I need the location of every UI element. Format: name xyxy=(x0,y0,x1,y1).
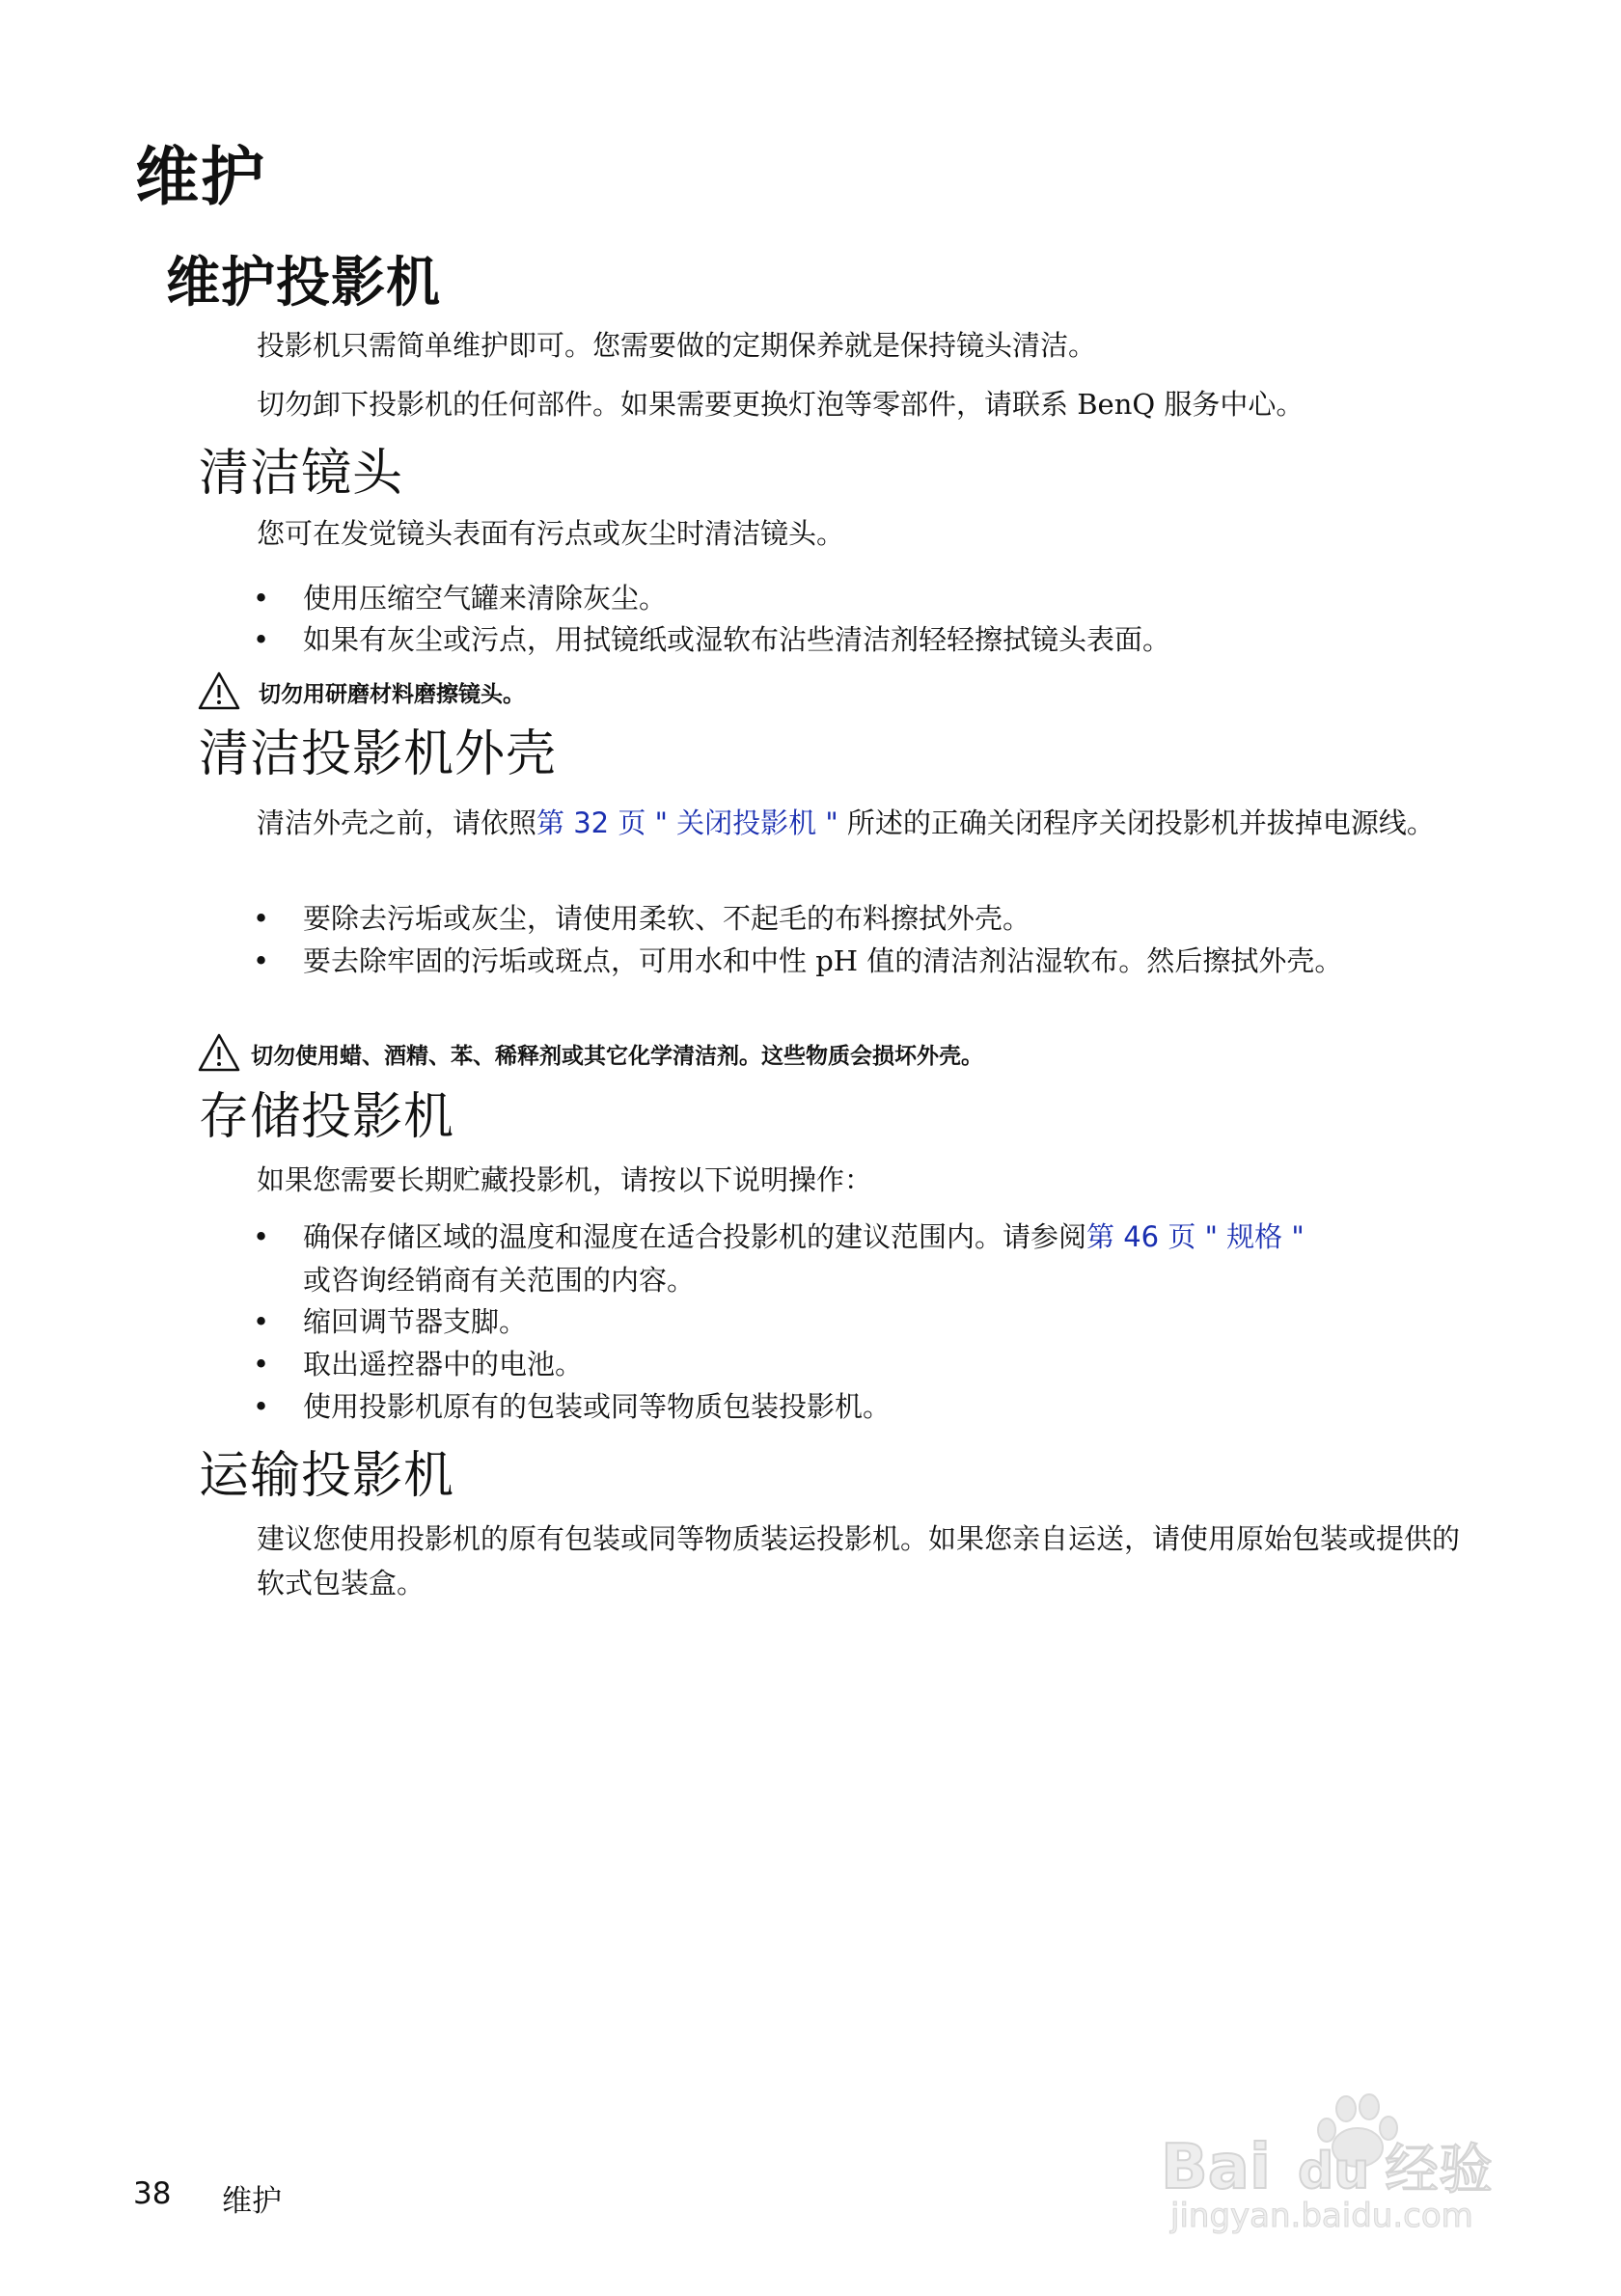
lens-heading: 清洁镜头 xyxy=(199,445,404,503)
bullet: • xyxy=(253,1305,270,1338)
bullet: • xyxy=(253,1220,270,1253)
bullet: • xyxy=(253,902,270,935)
lens-intro: 您可在发觉镜头表面有污点或灰尘时清洁镜头。 xyxy=(257,517,845,550)
svg-text:经验: 经验 xyxy=(1385,2139,1493,2201)
bullet: • xyxy=(253,944,270,977)
bullet: • xyxy=(253,623,270,656)
svg-text:du: du xyxy=(1298,2143,1370,2200)
case-heading: 清洁投影机外壳 xyxy=(199,725,558,783)
page-32-link[interactable]: 第 32 页 " 关闭投影机 " xyxy=(536,806,838,839)
list-item-text: 使用投影机原有的包装或同等物质包装投影机。 xyxy=(303,1390,892,1423)
warning-icon xyxy=(197,1032,241,1073)
storage-intro: 如果您需要长期贮藏投影机，请按以下说明操作： xyxy=(257,1163,873,1196)
list-item-text: 使用压缩空气罐来清除灰尘。 xyxy=(303,582,668,615)
page-number: 38 xyxy=(133,2176,172,2211)
storage-heading: 存储投影机 xyxy=(199,1088,455,1146)
transport-heading: 运输投影机 xyxy=(199,1447,455,1505)
list-item-text: 要除去污垢或灰尘，请使用柔软、不起毛的布料擦拭外壳。 xyxy=(303,902,1031,935)
svg-text:Bai: Bai xyxy=(1161,2132,1271,2203)
list-item-text: 取出遥控器中的电池。 xyxy=(303,1348,584,1380)
page-46-link[interactable]: 第 46 页 " 规格 " xyxy=(1086,1220,1305,1253)
list-item-text: 要去除牢固的污垢或斑点，可用水和中性 pH 值的清洁剂沾湿软布。然后擦拭外壳。 xyxy=(303,944,1343,977)
warning-text: 切勿用研磨材料磨擦镜头。 xyxy=(259,682,525,707)
svg-text:jingyan.baidu.com: jingyan.baidu.com xyxy=(1170,2197,1473,2235)
bullet: • xyxy=(253,1390,270,1423)
section-intro-1: 投影机只需简单维护即可。您需要做的定期保养就是保持镜头清洁。 xyxy=(257,329,1097,362)
footer-section-label: 维护 xyxy=(222,2184,282,2219)
list-item-text: 缩回调节器支脚。 xyxy=(303,1305,528,1338)
bullet: • xyxy=(253,582,270,615)
bullet: • xyxy=(253,1348,270,1380)
baidu-watermark xyxy=(1153,2091,1558,2236)
warning-icon xyxy=(197,670,241,711)
list-item-text: 如果有灰尘或污点，用拭镜纸或湿软布沾些清洁剂轻轻擦拭镜头表面。 xyxy=(303,623,1171,656)
case-intro: 清洁外壳之前，请依照第 32 页 " 关闭投影机 " 所述的正确关闭程序关闭投影机并拔掉电源线。 xyxy=(257,806,1435,839)
transport-intro: 建议您使用投影机的原有包装或同等物质装运投影机。如果您亲自运送，请使用原始包装或提供的软式包装盒。 xyxy=(257,1522,1461,1599)
warning-text: 切勿使用蜡、酒精、苯、稀释剂或其它化学清洁剂。这些物质会损坏外壳。 xyxy=(251,1044,983,1069)
section-intro-2: 切勿卸下投影机的任何部件。如果需要更换灯泡等零部件，请联系 BenQ 服务中心。 xyxy=(257,388,1305,421)
page-title: 维护 xyxy=(135,140,266,214)
list-item-text: 确保存储区域的温度和湿度在适合投影机的建议范围内。请参阅第 46 页 " 规格 " 或咨询经销商有关范围的内容。 xyxy=(303,1220,1305,1297)
section-heading: 维护投影机 xyxy=(166,252,441,314)
